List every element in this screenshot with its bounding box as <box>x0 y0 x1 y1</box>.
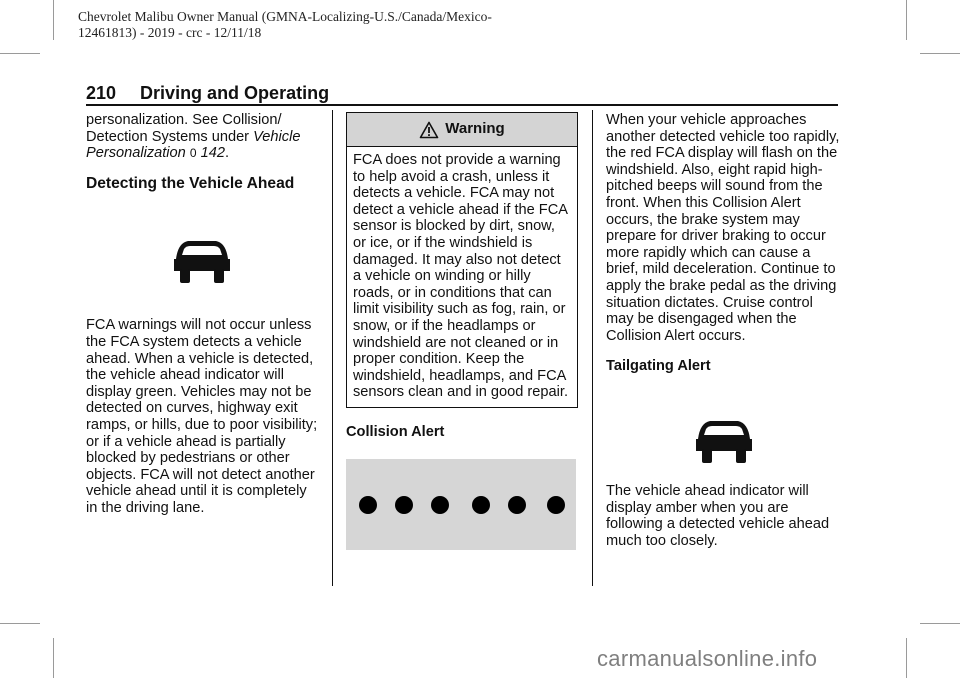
vehicle-ahead-icon <box>172 237 232 287</box>
crop-mark <box>920 53 960 54</box>
alert-dot <box>359 496 377 514</box>
page-ref[interactable]: 142 <box>200 145 225 162</box>
document-header-line1: Chevrolet Malibu Owner Manual (GMNA-Localizing-U.S./Canada/Mexico- <box>78 9 492 24</box>
alert-dot <box>472 496 490 514</box>
document-header <box>78 9 638 41</box>
alert-dot <box>547 496 565 514</box>
page-heading <box>86 83 329 104</box>
alert-dot <box>395 496 413 514</box>
heading-rule <box>86 104 838 106</box>
crop-mark <box>906 0 907 40</box>
crop-mark <box>53 638 54 678</box>
crop-mark <box>53 0 54 40</box>
column-1 <box>86 112 318 517</box>
document-header-line2: 12461813) - 2019 - crc - 12/11/18 <box>78 25 262 40</box>
warning-body: FCA does not provide a warning to help avoid a crash, unless it detects a vehicle. FCA may not detect a vehicle ahead if the FCA sensor is blocked by dirt, snow, or ice, or if the windshield is damaged. It may also not detect a vehicle on winding or hilly roads, or in conditions that can limit visibility such as fog, rain, or snow, or if the headlamps or windshield are not cleaned or in proper condition. Keep the windshield, headlamps, and FCA sensors clean and in good repair. <box>353 152 568 401</box>
page-ref-arrow-icon: 0 <box>189 146 197 161</box>
collision-alert-heading: Collision Alert <box>346 423 445 440</box>
tailgating-heading: Tailgating Alert <box>606 358 711 375</box>
watermark[interactable]: carmanualsonline.info <box>597 646 818 671</box>
vehicle-ahead-icon <box>694 417 754 467</box>
section-heading: Detecting the Vehicle Ahead <box>86 174 295 192</box>
column-2 <box>346 112 578 550</box>
intro-text: personalization. See Collision/ Detection Systems under <box>86 112 282 145</box>
crop-mark <box>920 623 960 624</box>
vehicle-personalization-link[interactable]: Vehicle Personalization <box>86 128 301 162</box>
alert-dot <box>508 496 526 514</box>
collision-alert-display <box>346 459 576 550</box>
column-3 <box>606 112 842 549</box>
page-number: 210 <box>86 83 117 103</box>
warning-icon <box>419 121 439 139</box>
crop-mark <box>0 623 40 624</box>
alert-dot <box>431 496 449 514</box>
intro-paragraph <box>86 112 318 162</box>
column-divider <box>592 110 593 586</box>
crop-mark <box>906 638 907 678</box>
crop-mark <box>0 53 40 54</box>
intro-end: . <box>224 145 230 162</box>
warning-box <box>346 112 578 408</box>
collision-paragraph: When your vehicle approaches another detected vehicle too rapidly, the red FCA display will flash on the windshield. Also, eight rapid high-pitched beeps will sound from the front. When this Collision Alert occurs, the brake system may prepare for driver braking to occur more rapidly which can cause a brief, mild deceleration. Continue to apply the brake pedal as the driving situation dictates. Cruise control may be disengaged when the Collision Alert occurs. <box>606 112 840 344</box>
warning-title: Warning <box>445 120 505 138</box>
page-title: Driving and Operating <box>140 83 330 103</box>
warning-title-bar <box>347 113 577 147</box>
column-divider <box>332 110 333 586</box>
tailgating-paragraph: The vehicle ahead indicator will display amber when you are following a detected vehicle ahead much too closely. <box>606 482 830 549</box>
detect-paragraph: FCA warnings will not occur unless the FCA system detects a vehicle ahead. When a vehicle is detected, the vehicle ahead indicator will display green. Vehicles may not be detected on curves, highway exit ramps, or hills, due to poor visibility; or if a vehicle ahead is partially blocked by pedestrians or other objects. FCA will not detect another vehicle ahead until it is completely in the driving lane. <box>86 317 318 516</box>
